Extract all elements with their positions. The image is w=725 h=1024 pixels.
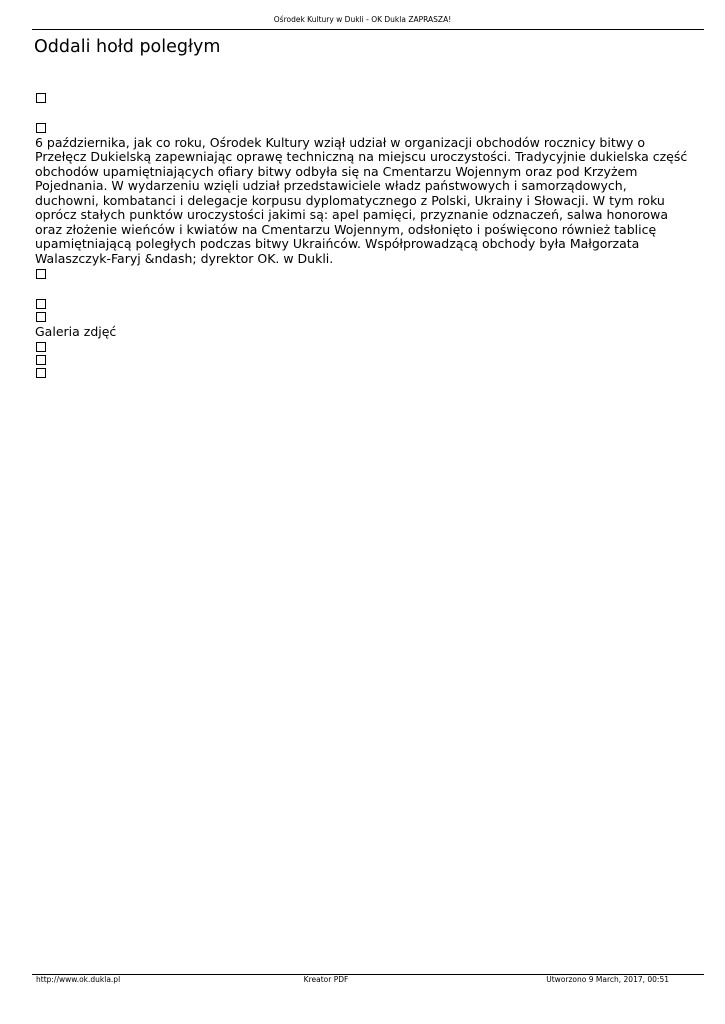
spacer (35, 282, 690, 297)
missing-glyph-icon (36, 342, 46, 352)
missing-glyph-icon (36, 123, 46, 133)
article-title: Oddali hołd poległym (34, 37, 221, 57)
missing-glyph-icon (36, 368, 46, 378)
article-body: 6 października, jak co roku, Ośrodek Kultury wziął udział w organizacji obchodów rocznicy bitwy o Przełęcz Dukielską zapewniając oprawę techniczną na miejscu uroczystości. Tradycyjnie dukielska część obchodów upamiętniających ofiary bitwy odbyła się na Cmentarzu Wojennym oraz pod Krzyżem Pojednania. W wydarzeniu wzięli udział przedstawiciele władz państwowych i samorządowych, duchowni, kombatanci i delegacje korpusu dyplomatycznego z Polski, Ukrainy i Słowacji. W tym roku oprócz stałych punktów uroczystości jakimi są: apel pamięci, przyznanie odznaczeń, salwa honorowa oraz złożenie wieńców i kwiatów na Cmentarzu Wojennym, odsłonięto i poświęcono również tablicę upamiętniającą poległych podczas bitwy Ukraińców. Współprowadzącą obchody była Małgorzata Walaszczyk-Faryj &ndash; dyrektor OK. w Dukli. (35, 134, 688, 266)
header-title: Ośrodek Kultury w Dukli - OK Dukla ZAPRASZA! (273, 15, 452, 24)
missing-glyph-icon (36, 299, 46, 309)
spacer (35, 106, 690, 121)
article-content (35, 90, 690, 381)
missing-glyph-icon (36, 312, 46, 322)
footer-url: http://www.ok.dukla.pl (36, 975, 121, 984)
footer-created: Utworzono 9 March, 2017, 00:51 (546, 975, 669, 984)
missing-glyph-icon (36, 355, 46, 365)
missing-glyph-icon (36, 269, 46, 279)
header-rule (32, 29, 704, 30)
gallery-label: Galeria zdjęć (35, 323, 117, 339)
footer-generator: Kreator PDF (303, 975, 349, 984)
missing-glyph-icon (36, 93, 46, 103)
